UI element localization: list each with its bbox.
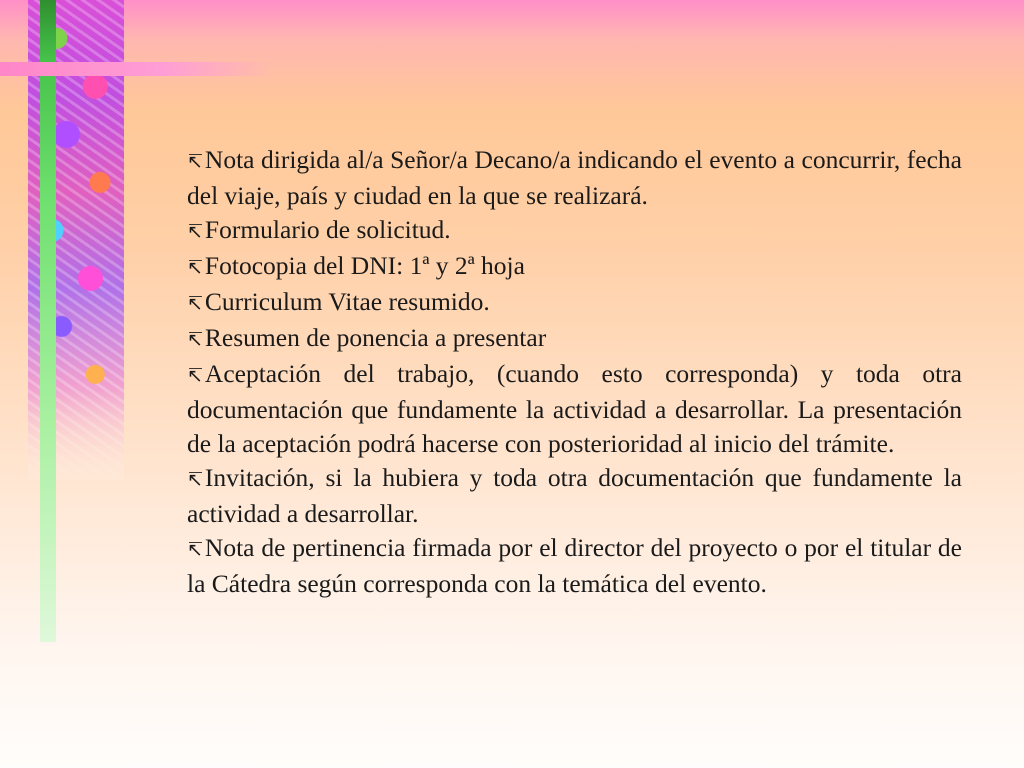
list-item-text: Formulario de solicitud. xyxy=(204,215,451,244)
list-item-text: Fotocopia del DNI: 1ª y 2ª hoja xyxy=(204,251,525,280)
bullet-arrow-icon: ↸ xyxy=(187,469,203,491)
list-item-text: Nota dirigida al/a Señor/a Decano/a indicando el evento a concurrir, fecha del viaje, país y ciudad en la que se realizará. xyxy=(187,145,962,210)
list-item-text: Nota de pertinencia firmada por el director del proyecto o por el titular de la Cátedra según corresponda con la temática del evento. xyxy=(187,533,962,598)
requirements-list xyxy=(187,143,962,601)
list-item xyxy=(187,357,962,461)
bullet-arrow-icon: ↸ xyxy=(187,221,203,243)
bullet-arrow-icon: ↸ xyxy=(187,293,203,315)
list-item xyxy=(187,143,962,213)
list-item xyxy=(187,249,962,285)
decorative-horizontal-bar xyxy=(0,62,272,76)
list-item xyxy=(187,461,962,531)
list-item xyxy=(187,285,962,321)
bullet-arrow-icon: ↸ xyxy=(187,365,203,387)
list-item-text: Invitación, si la hubiera y toda otra documentación que fundamente la actividad a desarrollar. xyxy=(187,463,962,528)
list-item xyxy=(187,531,962,601)
bullet-arrow-icon: ↸ xyxy=(187,329,203,351)
list-item-text: Aceptación del trabajo, (cuando esto corresponda) y toda otra documentación que fundamente la actividad a desarrollar. La presentación de la aceptación podrá hacerse con posterioridad al inicio del trámite. xyxy=(187,359,962,458)
list-item xyxy=(187,213,962,249)
bullet-arrow-icon: ↸ xyxy=(187,257,203,279)
bullet-arrow-icon: ↸ xyxy=(187,539,203,561)
list-item-text: Curriculum Vitae resumido. xyxy=(204,287,490,316)
bullet-arrow-icon: ↸ xyxy=(187,151,203,173)
list-item xyxy=(187,321,962,357)
list-item-text: Resumen de ponencia a presentar xyxy=(204,323,547,352)
decorative-vertical-bar xyxy=(40,0,56,642)
